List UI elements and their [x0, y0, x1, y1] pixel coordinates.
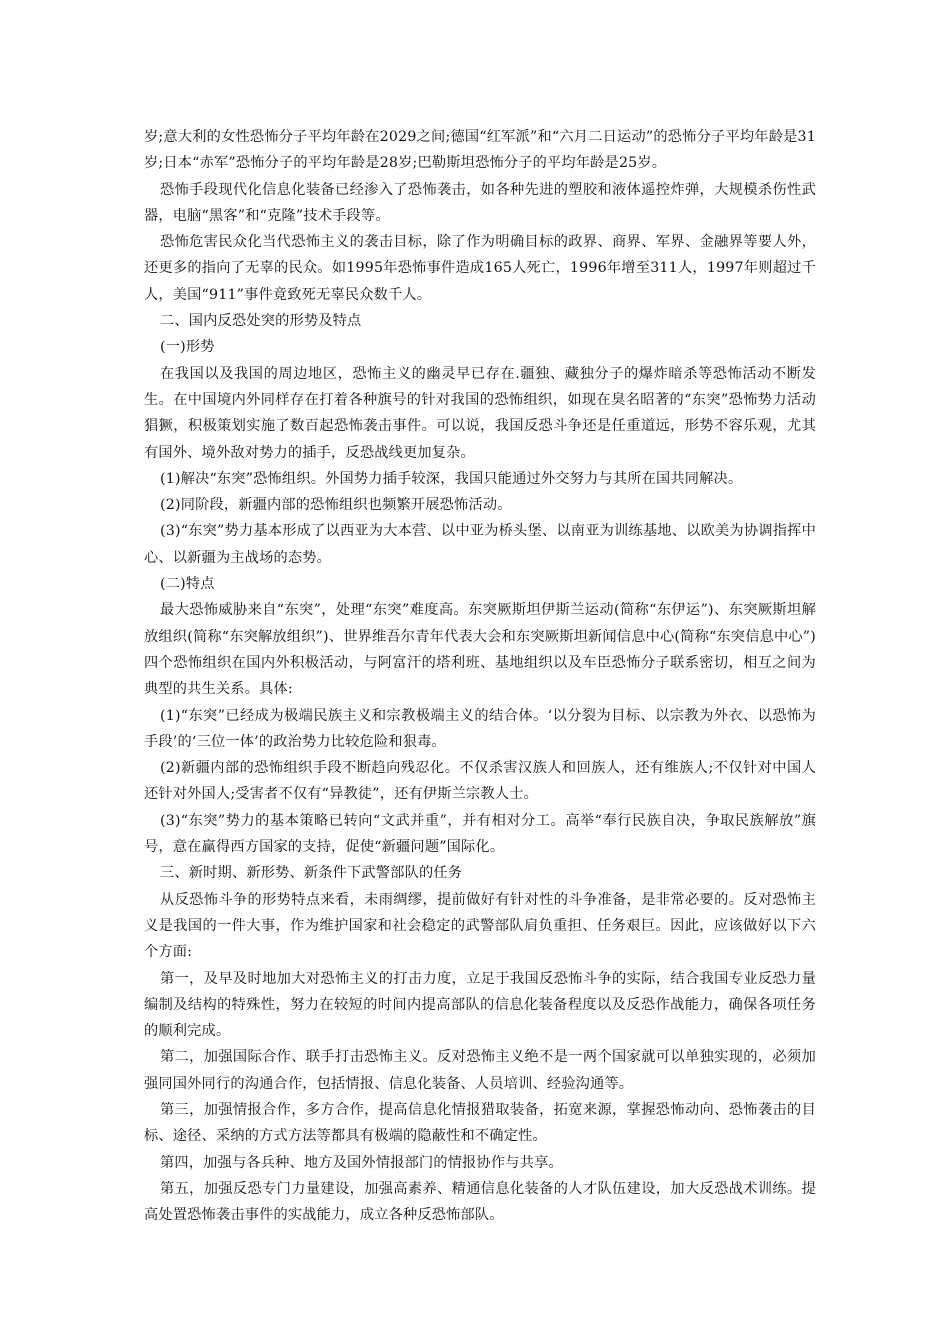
paragraph-6: 在我国以及我国的周边地区，恐怖主义的幽灵早已存在.疆独、藏独分子的爆炸暗杀等恐怖活动不断发生。在中国境内外同样存在打着各种旗号的针对我国的恐怖组织，如现在臭名昭著的“东突”恐怖势力活动猖獗，积极策划实施了数百起恐怖袭击事件。可以说，我国反恐斗争还是任重道远，形势不容乐观，尤其有国外、境外敌对势力的插手，反恐战线更加复杂。 [144, 365, 816, 461]
subheading-features: (二)特点 [160, 576, 215, 593]
task-item-1: 第一，及早及时地加大对恐怖主义的打击力度，立足于我国反恐怖斗争的实际，结合我国专业反恐力量编制及结构的特殊性，努力在较短的时间内提高部队的信息化装备程度以及反恐作战能力，确保各项任务的顺利完成。 [144, 970, 816, 1040]
list-item-features-2: (2)新疆内部的恐怖组织手段不断趋向残忍化。不仅杀害汉族人和回族人，还有维族人;不仅针对中国人还针对外国人;受害者不仅有“异教徒”，还有伊斯兰宗教人士。 [144, 760, 816, 803]
section-heading-2: 二、国内反恐处突的形势及特点 [160, 313, 362, 330]
subheading-situation: (一)形势 [160, 339, 215, 356]
list-item-situation-3: (3)“东突”势力基本形成了以西亚为大本营、以中亚为桥头堡、以南亚为训练基地、以欧美为协调指挥中心、以新疆为主战场的态势。 [144, 523, 816, 566]
list-item-situation-1: (1)解决“东突”恐怖组织。外国势力插手较深，我国只能通过外交努力与其所在国共同解决。 [160, 470, 743, 487]
list-item-situation-2: (2)同阶段，新疆内部的恐怖组织也频繁开展恐怖活动。 [160, 497, 512, 514]
paragraph-1: 岁;意大利的女性恐怖分子平均年龄在2029之间;德国“红军派”和“六月二日运动”的恐怖分子平均年龄是31岁;日本“赤军”恐怖分子的平均年龄是28岁;巴勒斯坦恐怖分子的平均年龄是25岁。 [144, 129, 816, 172]
list-item-features-3: (3)“东突”势力的基本策略已转向“文武并重”，并有相对分工。高举“奉行民族自决，争取民族解放”旗号，意在赢得西方国家的支持，促使“新疆问题”国际化。 [144, 812, 816, 856]
task-item-2: 第二，加强国际合作、联手打击恐怖主义。反对恐怖主义绝不是一两个国家就可以单独实现的，必须加强同国外同行的沟通合作，包括情报、信息化装备、人员培训、经验沟通等。 [144, 1049, 816, 1092]
section-heading-3: 三、新时期、新形势、新条件下武警部队的任务 [160, 865, 463, 882]
task-item-4: 第四，加强与各兵种、地方及国外情报部门的情报协作与共享。 [160, 1154, 563, 1171]
task-item-5: 第五，加强反恐专门力量建设，加强高素养、精通信息化装备的人才队伍建设，加大反恐战术训练。提高处置恐怖袭击事件的实战能力，成立各种反恐怖部队。 [144, 1180, 816, 1224]
list-item-features-1: (1)“东突”已经成为极端民族主义和宗教极端主义的结合体。‘以分裂为目标、以宗教为外衣、以恐怖为手段’的‘三位一体’的政治势力比较危险和狠毒。 [144, 707, 816, 750]
paragraph-3: 恐怖危害民众化当代恐怖主义的袭击目标，除了作为明确目标的政界、商界、军界、金融界等要人外，还更多的指向了无辜的民众。如1995年恐怖事件造成165人死亡，1996年增至311人，1997年则超过千人，美国“911”事件竟致死无辜民众数千人。 [144, 234, 816, 303]
paragraph-2: 恐怖手段现代化信息化装备已经渗入了恐怖袭击，如各种先进的塑胶和液体遥控炸弹，大规模杀伤性武器，电脑“黑客”和“克隆”技术手段等。 [144, 181, 816, 224]
paragraph-16: 从反恐怖斗争的形势特点来看，未雨绸缪，提前做好有针对性的斗争准备，是非常必要的。反对恐怖主义是我国的一件大事，作为维护国家和社会稳定的武警部队肩负重担、任务艰巨。因此，应该做好以下六个方面: [144, 891, 816, 961]
task-item-3: 第三，加强情报合作，多方合作，提高信息化情报猎取装备，拓宽来源，掌握恐怖动向、恐怖袭击的目标、途径、采纳的方式方法等都具有极端的隐蔽性和不确定性。 [144, 1101, 816, 1145]
paragraph-11: 最大恐怖威胁来自“东突”，处理“东突”难度高。东突厥斯坦伊斯兰运动(简称“东伊运”)、东突厥斯坦解放组织(简称“东突解放组织”)、世界维吾尔青年代表大会和东突厥斯坦新闻信息中心(简称“东突信息中心”)四个恐怖组织在国内外积极活动，与阿富汗的塔利班、基地组织以及车臣恐怖分子联系密切，相互之间为典型的共生关系。具体: [144, 602, 816, 698]
document-body [144, 124, 816, 1228]
